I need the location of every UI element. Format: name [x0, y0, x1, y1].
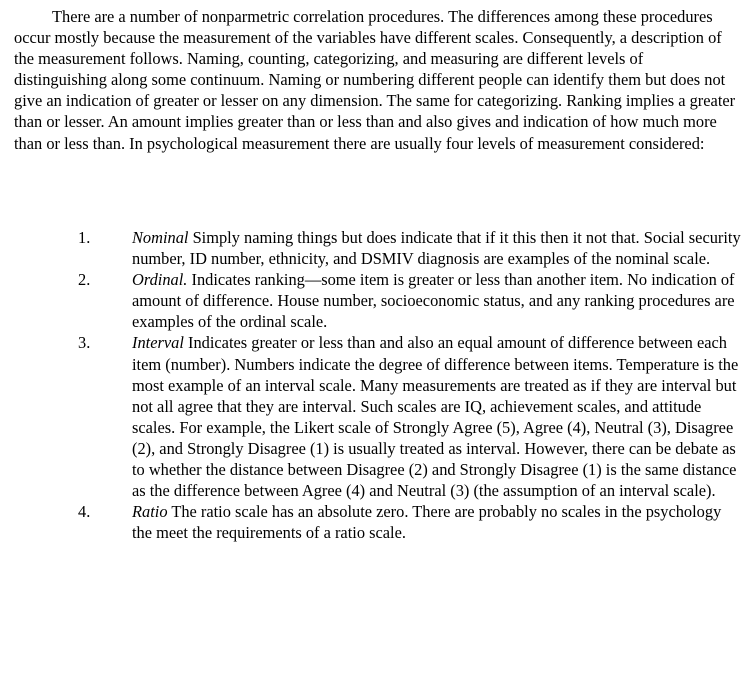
- list-item-body: [132, 227, 744, 269]
- list-item-body: [132, 332, 744, 501]
- level-term: Ordinal.: [132, 270, 188, 290]
- list-item-interval: [0, 332, 754, 501]
- list-item-ratio: [0, 501, 754, 543]
- level-description: Indicates ranking—some item is greater or less than another item. No indication of amount of difference. House number, socioeconomic status, and any ranking procedures are examples of the ordinal scale.: [132, 270, 735, 332]
- list-item-number: 2.: [78, 270, 91, 290]
- list-item-body: [132, 501, 744, 543]
- level-description: The ratio scale has an absolute zero. There are probably no scales in the psychology the meet the requirements of a ratio scale.: [132, 502, 722, 543]
- list-item-number: 1.: [78, 228, 91, 247]
- level-description: Simply naming things but does indicate that if it this then it not that. Social security number, ID number, ethnicity, and DSMIV diagnosis are examples of the nominal scale.: [132, 228, 741, 269]
- level-term: Nominal: [132, 228, 189, 247]
- level-term: Interval: [132, 333, 184, 353]
- list-item-number: 4.: [78, 502, 91, 522]
- list-item-number: 3.: [78, 333, 91, 353]
- intro-paragraph: There are a number of nonparmetric correlation procedures. The differences among these procedures occur mostly because the measurement of the variables have different scales. Consequently, a description of the measurement follows. Naming, counting, categorizing, and measuring are different levels of distinguishing along some continuum. Naming or numbering different people can identify them but does not give an indication of greater or lesser on any dimension. The same for categorizing. Ranking implies a greater than or lesser. An amount implies greater than or less than and also gives and indication of how much more than or less than. In psychological measurement there are usually four levels of measurement considered:: [14, 7, 736, 153]
- list-item-body: [132, 269, 744, 332]
- list-item-nominal: [0, 227, 754, 269]
- list-item-ordinal: [0, 269, 754, 332]
- level-term: Ratio: [132, 502, 168, 522]
- level-description: Indicates greater or less than and also an equal amount of difference between each item (number). Numbers indicate the degree of difference between items. Temperature is the most example of an interval scale. Many measurements are treated as if they are interval but not all agree that they are interval. Such scales are IQ, achievement scales, and attitude scales. For example, the Likert scale of Strongly Agree (5), Agree (4), Neutral (3), Disagree (2), and Strongly Disagree (1) is usually treated as interval. However, there can be debate as to whether the distance between Disagree (2) and Strongly Disagree (1) is the same distance as the difference between Agree (4) and Neutral (3) (the assumption of an interval scale).: [132, 333, 739, 501]
- measurement-levels-list: [0, 227, 754, 543]
